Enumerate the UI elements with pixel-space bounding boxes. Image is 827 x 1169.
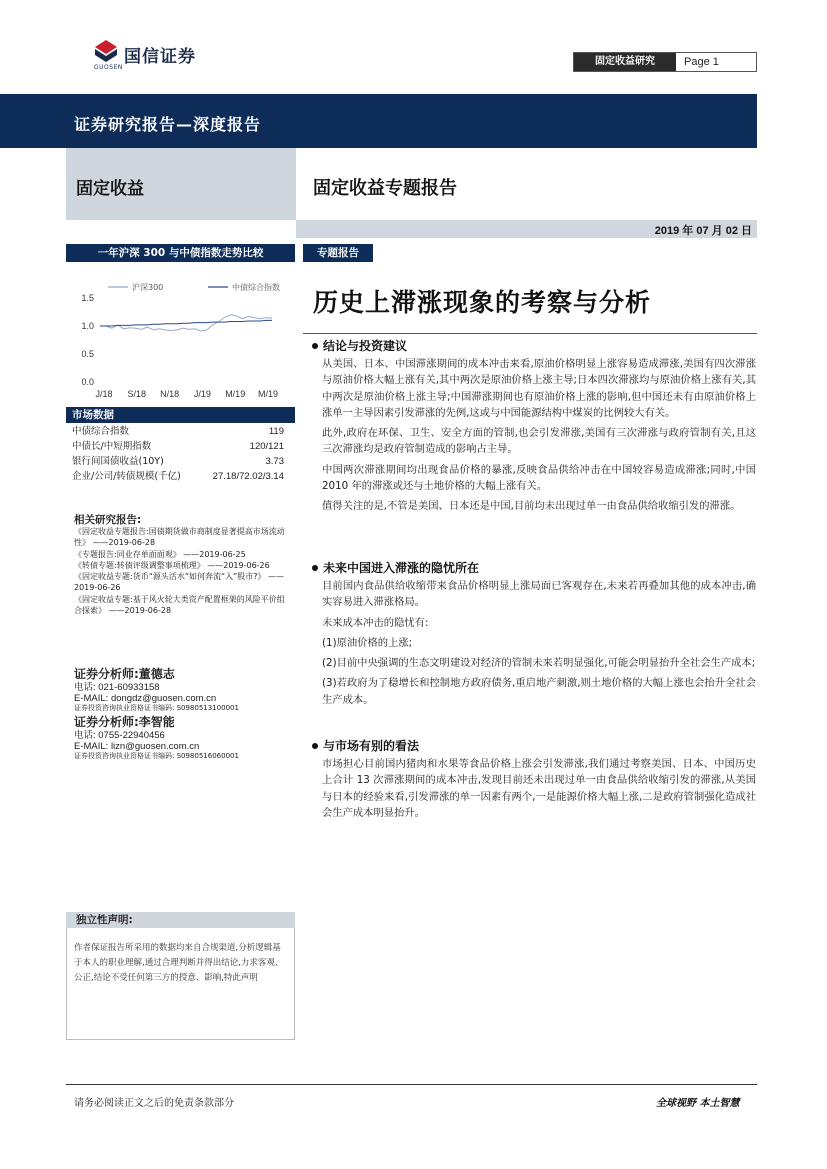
footer-divider <box>66 1084 757 1085</box>
section-heading: 结论与投资建议 <box>312 337 756 354</box>
table-row <box>72 424 284 439</box>
market-data-header: 市场数据 <box>66 407 295 423</box>
related-report-link[interactable]: 《转债专题:转债评级调整事项梳理》 ——2019-06-26 <box>74 560 270 570</box>
header-page-box <box>573 52 757 72</box>
risk-section <box>312 559 756 708</box>
paragraph: (2)目前中央强调的生态文明建设对经济的管制未来若明显强化,可能会明显抬升全社会生产成本; <box>322 657 756 670</box>
market-data-table <box>72 424 284 484</box>
related-report-link[interactable]: 《专题报告:同业存单面面观》 ——2019-06-25 <box>74 549 246 559</box>
market-value: 27.18/72.02/3.14 <box>212 471 284 482</box>
analyst-block <box>74 665 288 761</box>
footer-disclaimer: 请务必阅读正文之后的免责条款部分 <box>74 1098 234 1109</box>
market-value: 120/121 <box>249 441 284 452</box>
y-tick-label: 0.5 <box>81 349 94 359</box>
x-tick-label: M/19 <box>257 389 279 399</box>
analyst-cert: 证券投资咨询执业资格证书编码: S0980513100001 <box>74 704 239 712</box>
page-number: Page 1 <box>684 56 719 68</box>
independence-header: 独立性声明: <box>66 912 295 928</box>
table-row <box>72 454 284 469</box>
analyst-name: 证券分析师:董德志 <box>74 667 175 681</box>
x-tick-label: S/18 <box>127 389 147 399</box>
chart-title: 一年沪深 300 与中债指数走势比较 <box>66 244 295 262</box>
paragraph: 从美国、日本、中国滞涨期间的成本冲击来看,原油价格明显上涨容易造成滞涨,美国有四次滞涨与原油价格大幅上涨有关,其中两次是原油价格上涨主导;日本四次滞涨均与原油价格上涨有关,其中两次是原油价格上涨主导;中国滞涨期间也有原油价格上涨的影响,但中国还未有由原油价格上涨单一主导因素引发滞涨的先例,这或与中国能源结构中煤炭的比例较大有关。 <box>322 358 756 419</box>
report-type-title: 证券研究报告—深度报告 <box>74 115 262 134</box>
market-value: 119 <box>268 426 284 437</box>
bullet-icon <box>312 343 318 349</box>
market-label: 中债长/中短期指数 <box>72 441 152 452</box>
company-logo-en: GUOSEN <box>94 64 123 71</box>
series-line <box>100 320 272 326</box>
analyst-phone: 电话: 0755-22940456 <box>74 730 165 741</box>
bullet-icon <box>312 743 318 749</box>
independence-text: 作者保证报告所采用的数据均来自合规渠道,分析逻辑基于本人的职业理解,通过合理判断并得出结论,力求客观、公正,结论不受任何第三方的授意、影响,特此声明 <box>74 943 284 983</box>
analyst-phone: 电话: 021-60933158 <box>74 682 160 693</box>
y-tick-label: 1.0 <box>81 321 94 331</box>
report-date: 2019 年 07 月 02 日 <box>654 225 752 237</box>
x-tick-label: J/18 <box>95 389 113 399</box>
paragraph: 值得关注的是,不管是美国、日本还是中国,目前均未出现过单一由食品供给收缩引发的滞涨。 <box>322 500 741 513</box>
related-report-link[interactable]: 《固定收益专题:货币“源头活水”如何奔流“入”股市?》 ——2019-06-26 <box>74 572 285 593</box>
analyst-name: 证券分析师:李智能 <box>74 715 175 729</box>
section-heading: 与市场有别的看法 <box>312 737 756 754</box>
paragraph: (1)原油价格的上涨; <box>322 636 413 649</box>
guosen-logo-icon <box>93 38 119 64</box>
bullet-icon <box>312 565 318 571</box>
market-label: 银行间国债收益(10Y) <box>72 456 164 467</box>
related-reports-title: 相关研究报告: <box>74 514 142 526</box>
related-report-link[interactable]: 《固定收益专题:基于风火轮大类资产配置框架的风险平价组合探索》 ——2019-06-28 <box>74 594 285 616</box>
title-divider <box>303 333 757 334</box>
paragraph: 此外,政府在环保、卫生、安全方面的管制,也会引发滞涨,美国有三次滞涨与政府管制有关,且这三次滞涨均是政府管制造成的影响占主导。 <box>322 427 756 456</box>
paragraph: (3)若政府为了稳增长和控制地方政府债务,重启地产刺激,则土地价格的大幅上涨也会抬升全社会生产成本。 <box>322 677 756 706</box>
legend-label: 中债综合指数 <box>232 283 280 292</box>
company-logo-text: 国信证券 <box>124 47 196 67</box>
header-section-tag: 固定收益研究 <box>574 53 676 71</box>
y-tick-label: 0.0 <box>81 377 94 387</box>
category-left: 固定收益 <box>76 179 144 199</box>
related-reports-list <box>74 526 288 616</box>
table-row <box>72 439 284 454</box>
analyst-email[interactable]: E-MAIL: dongdz@guosen.com.cn <box>74 693 217 704</box>
market-value: 3.73 <box>265 456 284 467</box>
report-title: 历史上滞涨现象的考察与分析 <box>313 288 652 317</box>
analyst-email[interactable]: E-MAIL: lizn@guosen.com.cn <box>74 741 200 752</box>
market-label: 企业/公司/转债规模(千亿) <box>72 471 181 482</box>
paragraph: 中国两次滞涨期间均出现食品价格的暴涨,反映食品供给冲击在中国较容易造成滞涨;同时,中国 2010 年的滞涨或还与土地价格的大幅上涨有关。 <box>322 463 756 493</box>
x-tick-label: J/19 <box>193 389 211 399</box>
y-tick-label: 1.5 <box>81 293 94 303</box>
table-row <box>72 469 284 484</box>
report-tag: 专题报告 <box>303 244 373 262</box>
section-heading: 未来中国进入滞涨的隐忧所在 <box>312 559 756 576</box>
paragraph: 目前国内食品供给收缩带来食品价格明显上涨局面已客观存在,未来若再叠加其他的成本冲击,确实容易进入滞涨格局。 <box>322 580 756 609</box>
analyst-cert: 证券投资咨询执业资格证书编码: S0980516060001 <box>74 752 239 760</box>
paragraph: 市场担心目前国内猪肉和水果等食品价格上涨会引发滞涨,我们通过考察美国、日本、中国历史上合计 13 次滞涨期间的成本冲击,发现目前还未出现过单一由食品供给收缩引发的滞涨,从美国与日本的经验来看,引发滞涨的单一因素有两个,一是能源价格大幅上涨,二是政府管制强化造成社会生产成本明显抬升。 <box>322 758 756 819</box>
category-right: 固定收益专题报告 <box>313 178 457 199</box>
footer-slogan: 全球视野 本土智慧 <box>656 1098 740 1109</box>
legend-label: 沪深300 <box>132 283 164 292</box>
paragraph: 未来成本冲击的隐忧有: <box>322 616 429 629</box>
conclusion-section <box>312 337 756 515</box>
x-tick-label: N/18 <box>160 389 180 399</box>
x-tick-label: M/19 <box>225 389 246 399</box>
related-report-link[interactable]: 《固定收益专题报告:国债期货做市商制度显著提高市场流动性》 ——2019-06-28 <box>74 527 285 548</box>
index-comparison-chart <box>66 276 295 404</box>
view-section <box>312 737 756 821</box>
market-label: 中债综合指数 <box>72 426 130 437</box>
